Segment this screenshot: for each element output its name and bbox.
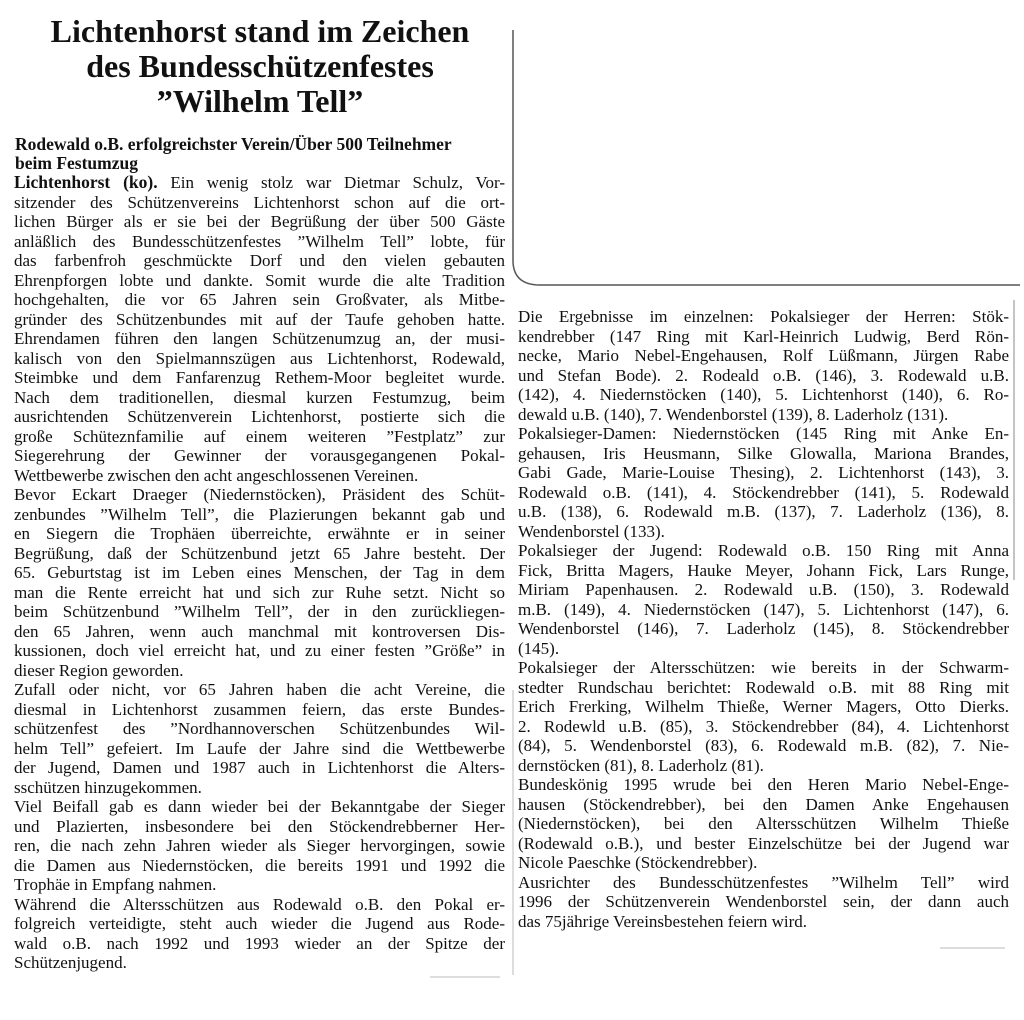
article-headline — [10, 14, 510, 119]
text-line: Miriam Papenhausen. 2. Rodewald u.B. (150), 3. Rodewald — [518, 580, 1009, 599]
text-line: Ehrendamen führen den langen Schützenumzug an, der musi- — [14, 329, 505, 348]
text-line: der Jugend, Damen und 1987 auch in Lichtenhorst die Alters- — [14, 758, 505, 777]
text-line: diesmal in Lichtenhorst zusammen feiern, das erste Bundes- — [14, 699, 505, 719]
text-line: Viel Beifall gab es dann wieder bei der Bekanntgabe der Sieger — [14, 797, 505, 816]
text-line: 1996 der Schützenverein Wendenborstel sein, der dann auch — [518, 892, 1009, 911]
article-subheadline — [15, 135, 507, 173]
headline-line: des Bundesschützenfestes — [86, 48, 434, 84]
text-line: hausen (Stöckendrebber), bei den Damen Anke Engehausen — [518, 794, 1009, 814]
text-line: und Stefan Bode). 2. Rodeald o.B. (146), 3. Rodewald u.B. — [518, 365, 1009, 385]
subheadline-line: Rodewald o.B. erfolgreichster Verein/Über 500 Teilnehmer — [15, 134, 452, 154]
text-line: (142), 4. Niedernstöcken (140), 5. Lichtenhorst (140), 6. Ro- — [518, 385, 1009, 404]
text-line: gründer des Schützenbundes mit auf der Taufe gehoben hatte. — [14, 309, 505, 329]
text-line: Wendenborstel (133). — [518, 521, 665, 541]
article-column-right — [518, 307, 1009, 931]
lead-text: Ein wenig stolz war Dietmar Schulz, Vor- — [157, 173, 505, 192]
text-line: Schützenjugend. — [14, 953, 127, 972]
text-line: sschützen hinzugekommen. — [14, 777, 202, 797]
text-line: kendrebber (147 Ring mit Karl-Heinrich Ludwig, Berd Rön- — [518, 326, 1009, 346]
text-line: Steimbke und dem Fanfarenzug Rethem-Moor begleitet wurde. — [14, 368, 505, 387]
text-line: Nach dem traditionellen, diesmal kurzen Festumzug, beim — [14, 387, 505, 407]
text-line: dernstöcken (81), 8. Laderholz (81). — [518, 755, 764, 775]
text-line: anläßlich des Bundesschützenfestes ”Wilhelm Tell” lobte, für — [14, 231, 505, 251]
text-line: das 75jährige Vereinsbestehen feiern wird. — [518, 911, 808, 931]
text-line: Während die Altersschützen aus Rodewald o.B. den Pokal er- — [14, 894, 505, 914]
text-line: man die Rente erreicht hat und sich zur Ruhe setzt. Nicht so — [14, 582, 505, 602]
paragraph — [518, 307, 1009, 424]
text-line: Pokalsieger-Damen: Niedernstöcken (145 Ring mit Anke En- — [518, 424, 1009, 443]
text-line: Bevor Eckart Draeger (Niedernstöcken), Präsident des Schüt- — [14, 485, 505, 504]
text-line: hochgehalten, die vor 65 Jahren sein Großvater, als Mitbe- — [14, 290, 505, 309]
text-line: Ausrichter des Bundesschützenfestes ”Wilhelm Tell” wird — [518, 872, 1009, 892]
headline-line: ”Wilhelm Tell” — [156, 83, 364, 119]
paragraph — [518, 873, 1009, 932]
text-line: schützenfest des ”Nordhannoverschen Schützenbundes Wil- — [14, 719, 505, 738]
text-line: lichen Bürger als er sie bei der Begrüßung der über 500 Gäste — [14, 212, 505, 231]
text-line: Bundeskönig 1995 wrude bei den Heren Mario Nebel-Enge- — [518, 775, 1009, 794]
text-line: zenbundes ”Wilhelm Tell”, die Plazierungen bekannt gab und — [14, 504, 505, 524]
paragraph — [14, 193, 505, 486]
text-line: Wettbewerbe zwischen den acht angeschlossenen Vereinen. — [14, 465, 419, 485]
text-line: Siegerehrung der Gewinner der vorausgegangenen Pokal- — [14, 446, 505, 465]
text-line: das farbenfroh geschmückte Dorf und den vielen gebauten — [14, 251, 505, 270]
text-line: folgreich verteidigte, steht auch wieder die Jugend aus Rode- — [14, 914, 505, 933]
paragraph — [518, 424, 1009, 541]
text-line: necke, Mario Nebel-Engehausen, Rolf Lüßmann, Jürgen Rabe — [518, 346, 1009, 365]
text-line: Nicole Paeschke (Stöckendrebber). — [518, 853, 758, 872]
paragraph — [14, 797, 505, 895]
text-line: und Plazierten, insbesondere bei den Stöckendrebberner Her- — [14, 816, 505, 836]
text-line: 65. Geburtstag ist im Leben eines Menschen, der Tag in dem — [14, 563, 505, 582]
text-line: wald o.B. nach 1992 und 1993 wieder an der Spitze der — [14, 933, 505, 953]
text-line: ren, die nach zehn Jahren wieder als Sieger hervorgingen, sowie — [14, 836, 505, 855]
subheadline-line: beim Festumzug — [15, 153, 138, 173]
text-line: Begrüßung, daß der Schützenbund jetzt 65 Jahre besteht. Der — [14, 543, 505, 563]
text-line: stedter Rundschau berichtet: Rodewald o.B. mit 88 Ring mit — [518, 677, 1009, 697]
text-line: Erich Frerking, Wilhelm Thieße, Werner Magers, Otto Dierks. — [518, 697, 1009, 716]
text-line: dieser Region geworden. — [14, 660, 184, 680]
text-line: ausrichtenden Schützenverein Lichtenhorst, postierte sich die — [14, 407, 505, 426]
paragraph — [14, 680, 505, 797]
paragraph — [14, 485, 505, 680]
dateline: Lichtenhorst (ko). — [14, 172, 158, 192]
text-line: Pokalsieger der Jugend: Rodewald o.B. 150 Ring mit Anna — [518, 541, 1009, 560]
text-line: Die Ergebnisse im einzelnen: Pokalsieger der Herren: Stök- — [518, 307, 1009, 326]
text-line: kussionen, doch viel erreicht hat, und zu einer festen ”Größe” in — [14, 641, 505, 660]
text-line: kalisch von den Spielmannszügen aus Lichtenhorst, Rodewald, — [14, 348, 505, 368]
text-line: (Niedernstöcken), bei den Altersschützen Wilhelm Thieße — [518, 814, 1009, 833]
lead-line — [14, 173, 505, 193]
text-line: (84), 5. Wendenborstel (83), 6. Rodewald m.B. (82), 7. Nie- — [518, 736, 1009, 755]
text-line: gehausen, Iris Heusmann, Silke Glowalla, Mariona Brandes, — [518, 443, 1009, 463]
text-line: helm Tell” gefeiert. Im Laufe der Jahre sind die Wettbewerbe — [14, 738, 505, 758]
text-line: Fick, Britta Magers, Hauke Meyer, Johann Fick, Lars Runge, — [518, 560, 1009, 580]
text-line: m.B. (149), 4. Niedernstöcken (147), 5. Lichtenhorst (147), 6. — [518, 599, 1009, 619]
text-line: Pokalsieger der Altersschützen: wie bereits in der Schwarm- — [518, 658, 1009, 677]
text-line: Wendenborstel (146), 7. Laderholz (145), 8. Stöckendrebber — [518, 619, 1009, 638]
text-line: beim Schützenbund ”Wilhelm Tell”, der in den zurückliegen- — [14, 602, 505, 621]
text-line: die Damen aus Niedernstöcken, die bereits 1991 und 1992 die — [14, 855, 505, 875]
text-line: 2. Rodewld u.B. (85), 3. Stöckendrebber (84), 4. Lichtenhorst — [518, 716, 1009, 736]
text-line: sitzender des Schützenvereins Lichtenhorst schon auf die ort- — [14, 192, 505, 212]
text-line: Ehrenpforgen lobte und dankte. Somit wurde die alte Tradition — [14, 270, 505, 290]
paragraph — [518, 658, 1009, 775]
headline-line: Lichtenhorst stand im Zeichen — [50, 13, 470, 49]
text-line: Gabi Gade, Marie-Louise Thesing), 2. Lichtenhorst (143), 3. — [518, 463, 1009, 482]
text-line: dewald u.B. (140), 7. Wendenborstel (139), 8. Laderholz (131). — [518, 404, 949, 424]
text-line: große Schüteznfamilie auf einem weiteren ”Festplatz” zur — [14, 426, 505, 446]
paragraph — [14, 895, 505, 973]
paragraph — [518, 541, 1009, 658]
text-line: den 65 Jahren, wenn auch manchmal mit kontroversen Dis- — [14, 621, 505, 641]
article-column-left — [14, 173, 505, 973]
text-line: Trophäe in Empfang nahmen. — [14, 875, 217, 894]
text-line: Zufall oder nicht, vor 65 Jahren haben die acht Vereine, die — [14, 680, 505, 699]
text-line: (Rodewald o.B.), und bester Einzelschütze bei der Jugend war — [518, 833, 1009, 853]
paragraph — [518, 775, 1009, 873]
text-line: u.B. (138), 6. Rodewald m.B. (137), 7. Laderholz (136), 8. — [518, 502, 1009, 521]
text-line: (145). — [518, 638, 560, 658]
text-line: en Siegern die Trophäen überreichte, erwähnte er in seiner — [14, 524, 505, 543]
text-line: Rodewald o.B. (141), 4. Stöckendrebber (141), 5. Rodewald — [518, 482, 1009, 502]
